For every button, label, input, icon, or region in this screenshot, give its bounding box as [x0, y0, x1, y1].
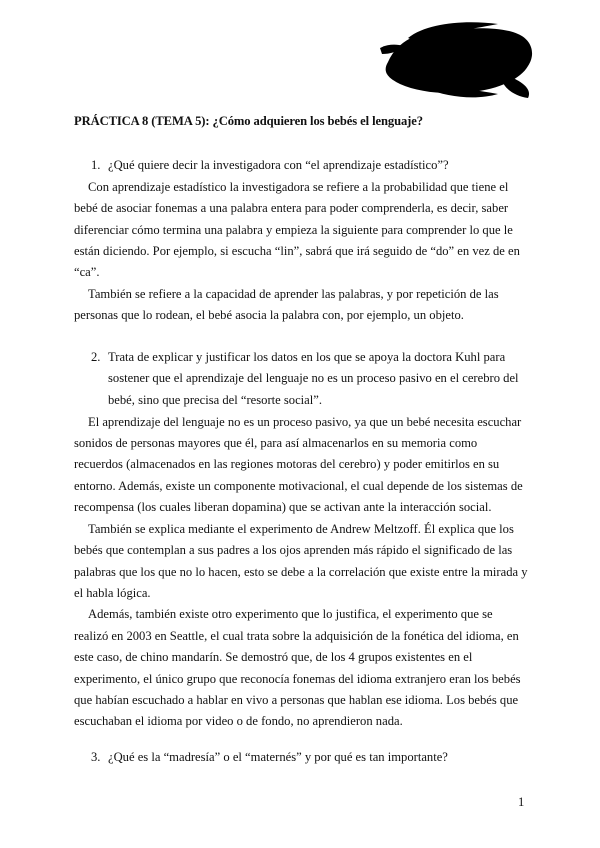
question-2 — [74, 347, 528, 412]
page-number: 1 — [518, 795, 525, 809]
answer-paragraph: Con aprendizaje estadístico la investigadora se refiere a la probabilidad que tiene el bebé de asociar fonemas a una palabra entera para poder comprenderla, es decir, saber diferenciar cómo termina una palabra y empieza la siguiente para comprender lo que le están diciendo. Por ejemplo, si escucha “lin”, sabrá que irá seguido de “do” en vez de en “ca”. — [74, 179, 520, 280]
question-1 — [74, 155, 528, 177]
document-body — [74, 114, 528, 768]
redaction-scribble — [378, 18, 538, 100]
question-number: 3. — [91, 749, 101, 764]
page-title: PRÁCTICA 8 (TEMA 5): ¿Cómo adquieren los bebés el lenguaje? — [74, 114, 423, 128]
question-text: Trata de explicar y justificar los datos en los que se apoya la doctora Kuhl para sostener que el aprendizaje del lenguaje no es un proceso pasivo en el cerebro del bebé, sino que precisa del “resorte social”. — [108, 349, 519, 407]
question-number: 2. — [91, 349, 101, 364]
question-text: ¿Qué es la “madresía” o el “maternés” y por qué es tan importante? — [108, 749, 448, 764]
answer-paragraph: También se refiere a la capacidad de aprender las palabras, y por repetición de las personas que lo rodean, el bebé asocia la palabra con, por ejemplo, un objeto. — [74, 286, 499, 323]
question-text: ¿Qué quiere decir la investigadora con “el aprendizaje estadístico”? — [108, 158, 449, 172]
answer-paragraph: El aprendizaje del lenguaje no es un proceso pasivo, ya que un bebé necesita escuchar sonidos de personas mayores que él, para así almacenarlos en su memoria como recuerdos (almacenados en las regiones motoras del cerebro) y poder emitirlos en su entorno. Además, existe un componente motivacional, el cual depende de los sistemas de recompensa (los cuales liberan dopamina) que se activan ante la interacción social. — [74, 414, 523, 515]
question-3 — [74, 747, 528, 769]
answer-paragraph: También se explica mediante el experimento de Andrew Meltzoff. Él explica que los bebés que contemplan a sus padres a los ojos aprenden más rápido el significado de las palabras que los que no lo hacen, esto se debe a la correlación que existe entre la mirada y el habla lógica. — [74, 521, 528, 600]
question-number: 1. — [91, 158, 101, 172]
answer-paragraph: Además, también existe otro experimento que lo justifica, el experimento que se realizó en 2003 en Seattle, el cual trata sobre la adquisición de la fonética del idioma, en este caso, de chino mandarín. Se demostró que, de los 4 grupos existentes en el experimento, el único grupo que reconocía fonemas del idioma extranjero eran los bebés que habían escuchado a hablar en vivo a personas que hablan ese idioma. Los bebés que escuchaban el idioma por video o de fondo, no aprendieron nada. — [74, 607, 521, 729]
